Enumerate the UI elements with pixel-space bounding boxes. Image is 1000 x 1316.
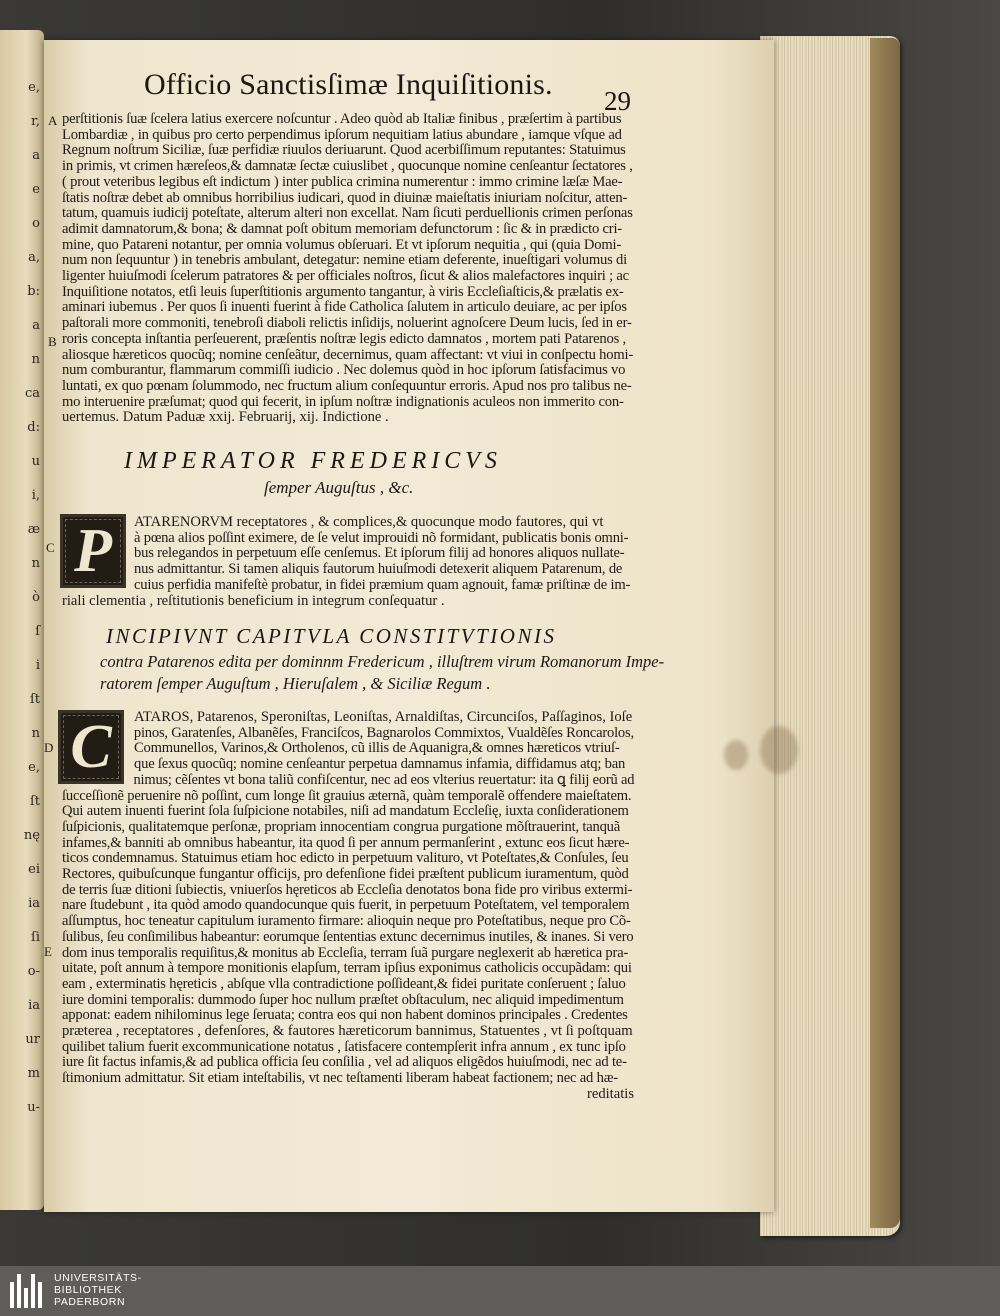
previous-page-fragment: ò [32, 590, 40, 605]
margin-letter-a: A [48, 113, 58, 128]
previous-page-fragment: o [32, 216, 40, 231]
previous-page-fragment: ia [28, 896, 40, 911]
text-line: præterea , receptatores , defenſores, & fautores hæreticorum bannimus, Statuentes , vt ſi poſtquam [62, 1024, 633, 1040]
text-line: apponat: eadem nihilominus lege ſeruata; contra eos qui non habent dominos principales . Credentes [62, 1008, 628, 1024]
heading-imperator-subtitle: ſemper Auguſtus , &c. [264, 478, 414, 497]
text-line: Regnum noſtrum Siciliæ, ſuæ perfidiæ riuulos deriuarunt. Quod acerbiſſimum reputantes: Statuimus [62, 143, 626, 159]
library-logo-text [54, 1272, 142, 1308]
text-line: mo interuenire præſumat; quod qui fecerit, in ipſum noſtræ indignationis aculeos non immerito con- [62, 394, 624, 410]
previous-page-fragment: u [31, 454, 40, 469]
text-line: aſſumptus, hoc teneatur capitulum iuramento firmare: alioquin neque pro Poteſtatibus, neque pro Cõ- [62, 914, 631, 930]
text-line: riali clementia , reſtitutionis beneficium in integrum conſequatur . [62, 593, 445, 609]
text-line: iure ſit factus infamis,& ad publica officia ſeu conſilia , vel ad aliquos eligẽdos huiuſmodi, nec ad te- [62, 1055, 627, 1071]
previous-page-fragment: ſi [31, 930, 40, 945]
previous-page-fragment: i [35, 658, 40, 673]
previous-page-fragment: n [31, 726, 40, 741]
previous-page-fragment: æ [27, 522, 40, 537]
text-line: num non ſequuntur ) in tenebris ambulant, detegatur: nemine etiam deferente, inueſtigari volumus di [62, 253, 628, 269]
previous-page-fragment: o- [27, 964, 40, 979]
text-line: iure domini temporalis: dummodo ſuper hoc nullum præſtet obſtaculum, nec aliquid impedimentum [62, 992, 624, 1008]
text-line: infames,& banniti ab omnibus habeantur, ita quod ſi per annum permanſerint , extunc eos ſicut hære- [62, 835, 630, 851]
previous-page-fragment: ca [24, 386, 40, 401]
text-line: uertemus. Datum Paduæ xxij. Februarij, xij. Indictione . [62, 410, 389, 426]
text-line: ligenter huiuſmodi ſcelerum patratores & per officiales noſtros, ſicut & alios malefactores inquiri ; ac [62, 269, 629, 285]
previous-page-fragment: u- [27, 1100, 40, 1115]
heading-imperator: IMPERATOR FREDERICVS [124, 448, 502, 474]
previous-page-edge [0, 30, 44, 1210]
text-line: ticos condemnamus. Statuimus etiam hoc edicto in perpetuum valituro, vt Poteſtates,& Conſules, ſeu [62, 851, 629, 867]
text-line: ſuſpicionis, qualitatemque perſonæ, propriam innocentiam congrua purgatione mõſtrauerint, tanquã [62, 819, 621, 835]
previous-page-fragment: a, [28, 250, 40, 265]
text-line: ſtimonium admittatur. Sit etiam inteſtabilis, vt nec teſtamenti liberam habeat factionem; nec ad hæ- [62, 1071, 618, 1087]
previous-page-fragment: nę [23, 828, 40, 843]
text-line: ATARENORVM receptatores , & complices,& quocunque modo fautores, qui vt [134, 515, 604, 530]
previous-page-fragment: e [32, 182, 40, 197]
text-line: ſtatis noſtræ debet ab omnibus horribilius iudicari, quod in diuinæ maieſtatis iniuriam noſcitur, atten- [62, 190, 628, 206]
text-line: roris concepta inſtantia perſeuerent, præſentis noſtræ legis edicto damnatos , mortem pati Patarenos , [62, 331, 626, 347]
previous-page-fragment: ſ [35, 624, 40, 639]
text-line: Lombardiæ , in quibus pro certo perpendimus ipſorum nequitiam latius abundare , iamque vſque ad [62, 127, 622, 143]
text-line: tatum, quamuis iudicij poteſtate, alterum alteri non excellat. Nam ſicuti perduellionis crimen perſonas [62, 206, 633, 222]
paper-stain [760, 726, 798, 774]
text-line: in primis, vt crimen hæreſeos,& damnatæ ſectæ cuiuslibet , quocunque nomine cenſeantur ſectatores , [62, 159, 633, 175]
paper-stain-small [724, 740, 748, 770]
previous-page-fragment: e, [28, 760, 40, 775]
book-page [44, 40, 774, 1212]
text-line: ATAROS, Patarenos, Speroniſtas, Leoniſtas, Arnaldiſtas, Circunciſos, Paſſaginos, Ioſe [134, 710, 633, 725]
previous-page-fragment: a [32, 318, 40, 333]
library-logo-icon [10, 1274, 48, 1308]
text-line: nare ſtudebunt , ita quòd amodo quandocunque quis fuerit, in perpetuum Poteſtatem, vel temporalem [62, 898, 630, 914]
text-line: uitate, poſt annum à tempore monitionis elapſum, terram ipſius exponimus catholicis occupãdam: qui [62, 961, 632, 977]
text-line: cuius perfidia manifeſtè probatur, in fidei præmium quam agnouit, famæ priſtinæ de im- [134, 577, 631, 593]
margin-letter-c: C [46, 540, 55, 555]
previous-page-fragment: d: [27, 420, 40, 435]
previous-page-fragment: b: [27, 284, 40, 299]
previous-page-fragment: ei [28, 862, 40, 877]
previous-page-fragment: m [27, 1066, 40, 1081]
text-line: nus admittantur. Si tamen aliquis fautorum huiuſmodi detexerit aliquem Patarenum, de [134, 562, 623, 578]
text-line: nimus; cẽſentes vt bona taliũ confiſcentur, nec ad eos vlterius reuertatur: ita ꝗ filij eorũ ad [133, 771, 635, 788]
text-line: aminari iubemus . Per quos ſi inuenti fuerint à fide Catholica ſalutem in articulo deuiare, ac per ipſos [62, 300, 627, 316]
previous-page-fragment: n [31, 352, 40, 367]
previous-page-fragment: ia [28, 998, 40, 1013]
margin-letter-b: B [48, 334, 57, 349]
heading-incipiunt-line-1: contra Patarenos edita per dominnm Fredericum , illuſtrem virum Romanorum Impe- [100, 652, 665, 671]
heading-incipiunt-line-2: ratorem ſemper Auguſtum , Hieruſalem , & Siciliæ Regum . [100, 674, 491, 693]
text-line: dom inus temporalis requiſitus,& monitus ab Eccleſia, terram ſuã purgare neglexerit ab hæretica pra- [62, 945, 629, 961]
text-block-c [62, 515, 634, 609]
text-line: num comburantur, flammarum commiſſi iudicio . Nec dolemus quòd in hoc ipſorum ſatisfacimus vo [62, 363, 626, 379]
text-line: Qui autem inuenti fuerint ſola ſuſpicione notabiles, niſi ad mandatum Eccleſię, iuxta conſiderationem [62, 804, 629, 820]
library-name-line-2: BIBLIOTHEK [54, 1284, 122, 1296]
text-line: perſtitionis ſuæ ſcelera latius exercere noſcuntur . Adeo quòd ab Italiæ finibus , præſertim à partibus [62, 112, 622, 127]
text-block-a [62, 112, 634, 426]
text-line: à pœna alios poſſint eximere, de ſe velut improuidi nõ formidant, publicatis bonis omni- [134, 530, 629, 546]
text-line: pinos, Garatenſes, Albanẽſes, Franciſcos, Bagnarolos Commixtos, Vualdẽſes Roncarolos, [133, 724, 634, 741]
text-block-d [62, 710, 634, 1103]
text-line: mine, quo Patareni notantur, per omnia volumus obſeruari. Et vt ipſorum nequitia , qui (quia Domi- [62, 237, 621, 253]
text-line: ſulibus, ſeu conſimilibus habeantur: eorumque ſententias extunc decernimus inutiles, & inanes. Si vero [62, 928, 634, 945]
page-number: 29 [604, 86, 631, 116]
text-line: Rectores, quibuſcunque fungantur officijs, pro defenſione fidei præſtent publicum iuramentum, quòd [62, 867, 629, 883]
previous-page-fragment: a [32, 148, 40, 163]
text-line: que ſexus quocũq; nomine cenſeantur perpetua damnamus infamia, diffidamus atq; ban [134, 757, 626, 773]
previous-page-fragment: ur [25, 1032, 40, 1047]
previous-page-fragment: i, [31, 488, 40, 503]
book-cover-edge [870, 38, 900, 1228]
running-head: Officio Sanctisſimæ Inquiſitionis. [144, 68, 553, 101]
previous-page-fragment: ſt [29, 794, 40, 809]
library-name-line-3: PADERBORN [54, 1296, 126, 1308]
text-line: luntati, ex quo pœnam ſolummodo, nec fructum alium conſequuntur erroris. Apud nos pro talibus ne- [62, 378, 632, 394]
text-line: eam , exterminatis hęreticis , abſque vlla contradictione poſſideant,& fidei puritate conſeruent ; ſaluo [62, 976, 626, 992]
text-line: aliosque hæreticos quocũq; nomine cenſeãtur, decernimus, quam affectant: vt viui in conſpectu homi- [62, 347, 634, 363]
decorated-initial-p: P [60, 514, 126, 588]
heading-incipiunt: INCIPIVNT CAPITVLA CONSTITVTIONIS [106, 624, 557, 648]
previous-page-fragment: e, [28, 80, 40, 95]
margin-letter-e: E [44, 944, 52, 959]
margin-letter-d: D [44, 740, 54, 755]
previous-page-fragment: ſt [29, 692, 40, 707]
text-line: Inquiſitione notatos, etſi leuis ſuperſtitionis argumento tangantur, à viris Eccleſiaſticis,& prælatis ex- [62, 284, 624, 300]
text-line: bus relegandos in perpetuum eſſe cenſemus. Et ipſorum filij ad honores aliquos nullate- [134, 546, 625, 562]
text-line: adimit damnatorum,& bona; & damnat poſt obitum memoriam defunctorum : ſic & in prædicto cri- [62, 221, 622, 237]
catchword: reditatis [586, 1085, 634, 1102]
decorated-initial-c: C [58, 710, 124, 784]
text-line: de terris ſuæ ditioni ſubiectis, vniuerſos hęreticos ab Eccleſia denotatos bona fide pro viribus extermi- [62, 882, 633, 898]
text-line: paſtorali more commoniti, tenebroſi diaboli relictis inſidijs, noluerint agnoſcere Deum lucis, ſed in er- [62, 316, 632, 332]
previous-page-fragment: r, [31, 114, 40, 129]
previous-page-fragment: n [31, 556, 40, 571]
text-line: quilibet talium fuerit excommunicatione notatus , ſatisfacere contempſerit infra annum , ex tunc ipſo [62, 1039, 626, 1055]
library-footer-banner [0, 1266, 1000, 1316]
text-line: ( prout veteribus legibus eſt indictum ) inter publica crimina numerentur : immo crimine læſæ Mae- [62, 174, 623, 190]
text-line: ſucceſſionẽ peruenire nõ poſſint, cum longe ſit grauius æternã, quàm temporalẽ offendere maieſtatem. [62, 788, 632, 804]
text-line: Communellos, Varinos,& Ortholenos, cũ illis de Aquanigra,& omnes hæreticos vtriuſ- [134, 741, 620, 757]
library-name-line-1: UNIVERSITÄTS- [54, 1272, 142, 1284]
